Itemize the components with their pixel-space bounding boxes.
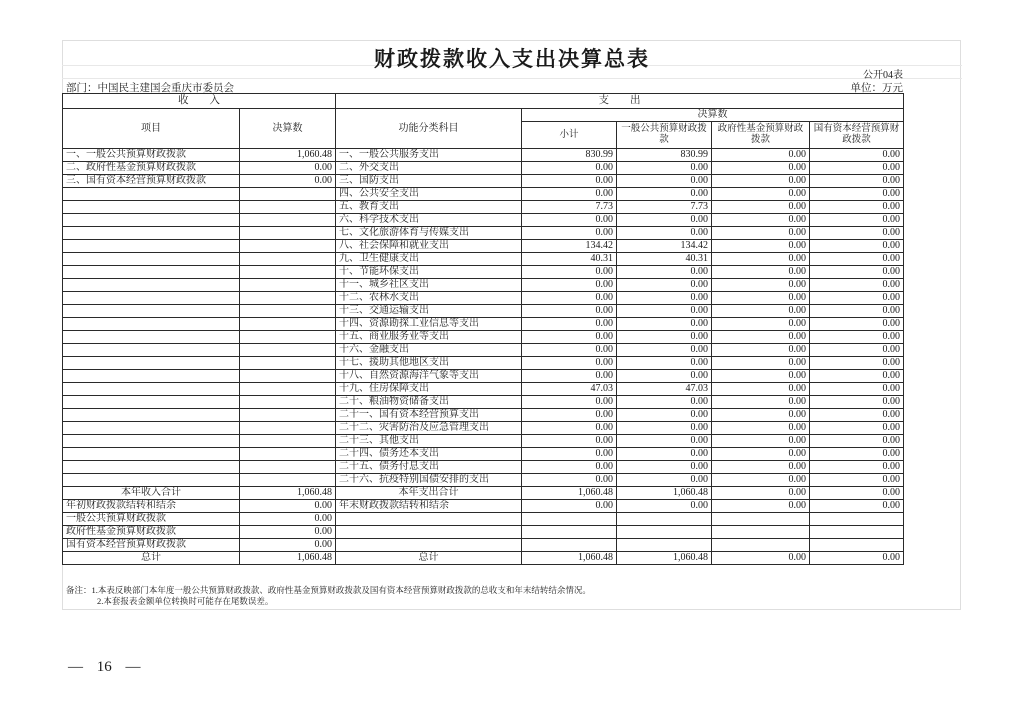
income-value-cell: 0.00 bbox=[240, 500, 336, 513]
expense-subtotal-cell: 0.00 bbox=[522, 279, 617, 292]
expense-gov-fund-cell: 0.00 bbox=[712, 383, 810, 396]
expense-subtotal-cell: 134.42 bbox=[522, 240, 617, 253]
income-item-cell bbox=[63, 279, 240, 292]
income-value-cell bbox=[240, 383, 336, 396]
expense-subtotal-cell: 0.00 bbox=[522, 500, 617, 513]
table-row bbox=[63, 149, 904, 162]
header-subtotal: 小计 bbox=[522, 122, 617, 149]
table-row bbox=[63, 513, 904, 526]
income-value-cell bbox=[240, 331, 336, 344]
income-value-cell bbox=[240, 240, 336, 253]
expense-item-cell: 二十六、抗疫特别国债安排的支出 bbox=[336, 474, 522, 487]
table-row bbox=[63, 526, 904, 539]
table-row bbox=[63, 383, 904, 396]
expense-state-capital-cell: 0.00 bbox=[810, 214, 904, 227]
income-value-cell bbox=[240, 279, 336, 292]
income-value-cell: 0.00 bbox=[240, 175, 336, 188]
expense-gov-fund-cell: 0.00 bbox=[712, 305, 810, 318]
expense-subtotal-cell: 40.31 bbox=[522, 253, 617, 266]
expense-general-budget-cell: 0.00 bbox=[617, 266, 712, 279]
income-value-cell bbox=[240, 227, 336, 240]
expense-item-cell: 总计 bbox=[336, 552, 522, 565]
expense-subtotal-cell bbox=[522, 539, 617, 552]
income-item-cell bbox=[63, 331, 240, 344]
expense-state-capital-cell: 0.00 bbox=[810, 487, 904, 500]
income-item-cell bbox=[63, 240, 240, 253]
expense-gov-fund-cell: 0.00 bbox=[712, 409, 810, 422]
expense-general-budget-cell: 0.00 bbox=[617, 227, 712, 240]
income-item-cell bbox=[63, 292, 240, 305]
expense-state-capital-cell: 0.00 bbox=[810, 292, 904, 305]
expense-gov-fund-cell: 0.00 bbox=[712, 227, 810, 240]
expense-general-budget-cell: 0.00 bbox=[617, 175, 712, 188]
table-row bbox=[63, 214, 904, 227]
income-item-cell bbox=[63, 227, 240, 240]
header-amount-group: 决算数 bbox=[522, 109, 904, 122]
expense-state-capital-cell: 0.00 bbox=[810, 331, 904, 344]
table-row bbox=[63, 266, 904, 279]
income-value-cell bbox=[240, 396, 336, 409]
expense-state-capital-cell: 0.00 bbox=[810, 357, 904, 370]
footnotes bbox=[66, 585, 591, 607]
income-value-cell bbox=[240, 344, 336, 357]
expense-gov-fund-cell: 0.00 bbox=[712, 344, 810, 357]
table-body bbox=[63, 149, 904, 565]
department-label: 部门：中国民主建国会重庆市委员会 bbox=[66, 83, 234, 94]
expense-state-capital-cell: 0.00 bbox=[810, 396, 904, 409]
expense-subtotal-cell: 47.03 bbox=[522, 383, 617, 396]
expense-state-capital-cell: 0.00 bbox=[810, 422, 904, 435]
header-general-budget: 一般公共预算财政拨款 bbox=[617, 122, 712, 149]
income-value-cell bbox=[240, 214, 336, 227]
expense-gov-fund-cell: 0.00 bbox=[712, 500, 810, 513]
header-function-subject: 功能分类科目 bbox=[336, 109, 522, 149]
income-value-cell: 0.00 bbox=[240, 526, 336, 539]
expense-gov-fund-cell: 0.00 bbox=[712, 474, 810, 487]
expense-general-budget-cell: 7.73 bbox=[617, 201, 712, 214]
expense-subtotal-cell: 1,060.48 bbox=[522, 552, 617, 565]
income-value-cell bbox=[240, 422, 336, 435]
fiscal-summary-table bbox=[62, 93, 904, 565]
table-row bbox=[63, 500, 904, 513]
expense-subtotal-cell: 0.00 bbox=[522, 331, 617, 344]
expense-state-capital-cell: 0.00 bbox=[810, 227, 904, 240]
income-item-cell bbox=[63, 266, 240, 279]
expense-state-capital-cell: 0.00 bbox=[810, 383, 904, 396]
expense-gov-fund-cell: 0.00 bbox=[712, 292, 810, 305]
income-item-cell bbox=[63, 422, 240, 435]
income-item-cell: 年初财政拨款结转和结余 bbox=[63, 500, 240, 513]
expense-item-cell: 十、节能环保支出 bbox=[336, 266, 522, 279]
expense-state-capital-cell: 0.00 bbox=[810, 162, 904, 175]
expense-general-budget-cell: 0.00 bbox=[617, 448, 712, 461]
income-value-cell bbox=[240, 188, 336, 201]
table-row bbox=[63, 201, 904, 214]
table-row bbox=[63, 253, 904, 266]
expense-item-cell: 二、外交支出 bbox=[336, 162, 522, 175]
expense-gov-fund-cell: 0.00 bbox=[712, 357, 810, 370]
table-row bbox=[63, 292, 904, 305]
income-value-cell bbox=[240, 474, 336, 487]
header-gov-fund: 政府性基金预算财政拨款 bbox=[712, 122, 810, 149]
expense-state-capital-cell: 0.00 bbox=[810, 474, 904, 487]
expense-gov-fund-cell bbox=[712, 513, 810, 526]
footnote-2: 2.本套报表金额单位转换时可能存在尾数误差。 bbox=[97, 596, 274, 606]
expense-item-cell: 二十一、国有资本经营预算支出 bbox=[336, 409, 522, 422]
income-item-cell: 二、政府性基金预算财政拨款 bbox=[63, 162, 240, 175]
expense-general-budget-cell: 0.00 bbox=[617, 500, 712, 513]
expense-item-cell: 十六、金融支出 bbox=[336, 344, 522, 357]
expense-item-cell: 三、国防支出 bbox=[336, 175, 522, 188]
expense-gov-fund-cell: 0.00 bbox=[712, 448, 810, 461]
table-header bbox=[63, 94, 904, 149]
unit-label: 单位：万元 bbox=[850, 83, 903, 94]
expense-general-budget-cell bbox=[617, 539, 712, 552]
expense-general-budget-cell: 0.00 bbox=[617, 318, 712, 331]
expense-general-budget-cell: 830.99 bbox=[617, 149, 712, 162]
expense-item-cell bbox=[336, 513, 522, 526]
expense-general-budget-cell: 0.00 bbox=[617, 344, 712, 357]
expense-item-cell: 二十三、其他支出 bbox=[336, 435, 522, 448]
expense-item-cell: 十八、自然资源海洋气象等支出 bbox=[336, 370, 522, 383]
expense-subtotal-cell: 0.00 bbox=[522, 318, 617, 331]
table-row bbox=[63, 422, 904, 435]
expense-subtotal-cell: 0.00 bbox=[522, 357, 617, 370]
table-row bbox=[63, 162, 904, 175]
expense-general-budget-cell: 0.00 bbox=[617, 435, 712, 448]
expense-general-budget-cell: 0.00 bbox=[617, 396, 712, 409]
income-value-cell: 1,060.48 bbox=[240, 552, 336, 565]
expense-state-capital-cell: 0.00 bbox=[810, 409, 904, 422]
expense-state-capital-cell bbox=[810, 513, 904, 526]
expense-subtotal-cell: 0.00 bbox=[522, 162, 617, 175]
expense-subtotal-cell: 0.00 bbox=[522, 422, 617, 435]
expense-general-budget-cell: 0.00 bbox=[617, 422, 712, 435]
expense-gov-fund-cell: 0.00 bbox=[712, 149, 810, 162]
table-row bbox=[63, 448, 904, 461]
expense-item-cell: 九、卫生健康支出 bbox=[336, 253, 522, 266]
table-row bbox=[63, 409, 904, 422]
expense-subtotal-cell: 0.00 bbox=[522, 344, 617, 357]
expense-subtotal-cell: 0.00 bbox=[522, 266, 617, 279]
table-row bbox=[63, 344, 904, 357]
expense-item-cell: 十三、交通运输支出 bbox=[336, 305, 522, 318]
table-row bbox=[63, 240, 904, 253]
income-value-cell bbox=[240, 370, 336, 383]
income-item-cell bbox=[63, 396, 240, 409]
income-value-cell bbox=[240, 357, 336, 370]
expense-subtotal-cell: 0.00 bbox=[522, 409, 617, 422]
expense-item-cell: 一、一般公共服务支出 bbox=[336, 149, 522, 162]
table-row bbox=[63, 539, 904, 552]
expense-general-budget-cell: 0.00 bbox=[617, 461, 712, 474]
expense-state-capital-cell: 0.00 bbox=[810, 370, 904, 383]
expense-subtotal-cell: 0.00 bbox=[522, 175, 617, 188]
expense-state-capital-cell: 0.00 bbox=[810, 552, 904, 565]
expense-gov-fund-cell: 0.00 bbox=[712, 487, 810, 500]
income-item-cell bbox=[63, 201, 240, 214]
expense-subtotal-cell bbox=[522, 513, 617, 526]
income-item-cell: 国有资本经营预算财政拨款 bbox=[63, 539, 240, 552]
expense-item-cell: 本年支出合计 bbox=[336, 487, 522, 500]
income-value-cell bbox=[240, 201, 336, 214]
expense-item-cell bbox=[336, 539, 522, 552]
income-value-cell: 1,060.48 bbox=[240, 487, 336, 500]
expense-general-budget-cell: 0.00 bbox=[617, 162, 712, 175]
income-value-cell: 0.00 bbox=[240, 162, 336, 175]
expense-state-capital-cell: 0.00 bbox=[810, 500, 904, 513]
table-row bbox=[63, 552, 904, 565]
expense-general-budget-cell: 47.03 bbox=[617, 383, 712, 396]
income-item-cell: 本年收入合计 bbox=[63, 487, 240, 500]
expense-state-capital-cell: 0.00 bbox=[810, 201, 904, 214]
expense-item-cell: 十九、住房保障支出 bbox=[336, 383, 522, 396]
expense-gov-fund-cell: 0.00 bbox=[712, 188, 810, 201]
expense-general-budget-cell: 0.00 bbox=[617, 331, 712, 344]
expense-state-capital-cell: 0.00 bbox=[810, 279, 904, 292]
expense-subtotal-cell: 0.00 bbox=[522, 214, 617, 227]
expense-gov-fund-cell: 0.00 bbox=[712, 318, 810, 331]
income-value-cell bbox=[240, 266, 336, 279]
income-item-cell bbox=[63, 188, 240, 201]
income-value-cell: 1,060.48 bbox=[240, 149, 336, 162]
income-value-cell: 0.00 bbox=[240, 513, 336, 526]
footnote-1: 备注：1.本表反映部门本年度一般公共预算财政拨款、政府性基金预算财政拨款及国有资本经营预算财政拨款的总收支和年末结转结余情况。 bbox=[66, 585, 591, 595]
expense-general-budget-cell: 1,060.48 bbox=[617, 552, 712, 565]
expense-gov-fund-cell: 0.00 bbox=[712, 552, 810, 565]
income-item-cell bbox=[63, 214, 240, 227]
expense-item-cell: 二十、粮油物资储备支出 bbox=[336, 396, 522, 409]
header-state-capital: 国有资本经营预算财政拨款 bbox=[810, 122, 904, 149]
expense-gov-fund-cell: 0.00 bbox=[712, 266, 810, 279]
expense-subtotal-cell: 0.00 bbox=[522, 305, 617, 318]
expense-state-capital-cell: 0.00 bbox=[810, 318, 904, 331]
expense-subtotal-cell: 0.00 bbox=[522, 396, 617, 409]
expense-item-cell: 四、公共安全支出 bbox=[336, 188, 522, 201]
expense-gov-fund-cell bbox=[712, 526, 810, 539]
expense-subtotal-cell bbox=[522, 526, 617, 539]
table-row bbox=[63, 357, 904, 370]
table-row bbox=[63, 474, 904, 487]
expense-state-capital-cell: 0.00 bbox=[810, 188, 904, 201]
income-item-cell: 总计 bbox=[63, 552, 240, 565]
income-value-cell bbox=[240, 448, 336, 461]
income-item-cell bbox=[63, 357, 240, 370]
table-row bbox=[63, 227, 904, 240]
page-title: 财政拨款收入支出决算总表 bbox=[374, 47, 650, 71]
expense-state-capital-cell: 0.00 bbox=[810, 344, 904, 357]
income-item-cell bbox=[63, 448, 240, 461]
table-row bbox=[63, 487, 904, 500]
table-row bbox=[63, 461, 904, 474]
expense-subtotal-cell: 830.99 bbox=[522, 149, 617, 162]
expense-general-budget-cell: 0.00 bbox=[617, 214, 712, 227]
expense-state-capital-cell: 0.00 bbox=[810, 253, 904, 266]
expense-item-cell: 二十五、债务付息支出 bbox=[336, 461, 522, 474]
income-value-cell: 0.00 bbox=[240, 539, 336, 552]
income-value-cell bbox=[240, 435, 336, 448]
income-item-cell bbox=[63, 305, 240, 318]
income-item-cell: 一、一般公共预算财政拨款 bbox=[63, 149, 240, 162]
expense-general-budget-cell: 0.00 bbox=[617, 305, 712, 318]
expense-state-capital-cell: 0.00 bbox=[810, 149, 904, 162]
table-row bbox=[63, 331, 904, 344]
table-row bbox=[63, 188, 904, 201]
header-income-group: 收 入 bbox=[63, 94, 336, 109]
expense-subtotal-cell: 0.00 bbox=[522, 448, 617, 461]
income-item-cell bbox=[63, 383, 240, 396]
expense-state-capital-cell: 0.00 bbox=[810, 175, 904, 188]
expense-gov-fund-cell: 0.00 bbox=[712, 331, 810, 344]
expense-item-cell: 十四、资源勘探工业信息等支出 bbox=[336, 318, 522, 331]
income-item-cell: 三、国有资本经营预算财政拨款 bbox=[63, 175, 240, 188]
expense-state-capital-cell: 0.00 bbox=[810, 266, 904, 279]
expense-gov-fund-cell: 0.00 bbox=[712, 175, 810, 188]
expense-state-capital-cell: 0.00 bbox=[810, 305, 904, 318]
expense-subtotal-cell: 0.00 bbox=[522, 435, 617, 448]
expense-general-budget-cell: 0.00 bbox=[617, 188, 712, 201]
header-expense-group: 支 出 bbox=[336, 94, 904, 109]
expense-state-capital-cell: 0.00 bbox=[810, 435, 904, 448]
expense-item-cell bbox=[336, 526, 522, 539]
expense-general-budget-cell: 1,060.48 bbox=[617, 487, 712, 500]
table-row bbox=[63, 279, 904, 292]
table-row bbox=[63, 370, 904, 383]
expense-item-cell: 十一、城乡社区支出 bbox=[336, 279, 522, 292]
expense-gov-fund-cell: 0.00 bbox=[712, 162, 810, 175]
expense-subtotal-cell: 1,060.48 bbox=[522, 487, 617, 500]
expense-gov-fund-cell: 0.00 bbox=[712, 396, 810, 409]
header-group-row bbox=[63, 94, 904, 109]
expense-item-cell: 五、教育支出 bbox=[336, 201, 522, 214]
expense-item-cell: 二十四、债务还本支出 bbox=[336, 448, 522, 461]
page-number: — 16 — bbox=[68, 659, 141, 675]
header-income-amount: 决算数 bbox=[240, 109, 336, 149]
expense-general-budget-cell: 0.00 bbox=[617, 409, 712, 422]
expense-state-capital-cell bbox=[810, 539, 904, 552]
expense-general-budget-cell: 40.31 bbox=[617, 253, 712, 266]
header-item: 项目 bbox=[63, 109, 240, 149]
table-row bbox=[63, 175, 904, 188]
income-item-cell: 一般公共预算财政拨款 bbox=[63, 513, 240, 526]
expense-subtotal-cell: 0.00 bbox=[522, 370, 617, 383]
expense-item-cell: 十二、农林水支出 bbox=[336, 292, 522, 305]
income-value-cell bbox=[240, 461, 336, 474]
expense-gov-fund-cell bbox=[712, 539, 810, 552]
expense-item-cell: 八、社会保障和就业支出 bbox=[336, 240, 522, 253]
expense-subtotal-cell: 0.00 bbox=[522, 292, 617, 305]
table-row bbox=[63, 396, 904, 409]
table-row bbox=[63, 305, 904, 318]
expense-subtotal-cell: 0.00 bbox=[522, 227, 617, 240]
income-value-cell bbox=[240, 305, 336, 318]
income-item-cell bbox=[63, 474, 240, 487]
income-item-cell bbox=[63, 344, 240, 357]
expense-item-cell: 十五、商业服务业等支出 bbox=[336, 331, 522, 344]
expense-gov-fund-cell: 0.00 bbox=[712, 201, 810, 214]
income-item-cell: 政府性基金预算财政拨款 bbox=[63, 526, 240, 539]
expense-general-budget-cell: 134.42 bbox=[617, 240, 712, 253]
table-row bbox=[63, 318, 904, 331]
expense-gov-fund-cell: 0.00 bbox=[712, 214, 810, 227]
expense-gov-fund-cell: 0.00 bbox=[712, 370, 810, 383]
expense-state-capital-cell: 0.00 bbox=[810, 461, 904, 474]
expense-general-budget-cell: 0.00 bbox=[617, 279, 712, 292]
expense-item-cell: 七、文化旅游体育与传媒支出 bbox=[336, 227, 522, 240]
expense-gov-fund-cell: 0.00 bbox=[712, 253, 810, 266]
expense-item-cell: 十七、援助其他地区支出 bbox=[336, 357, 522, 370]
expense-item-cell: 二十二、灾害防治及应急管理支出 bbox=[336, 422, 522, 435]
expense-general-budget-cell bbox=[617, 513, 712, 526]
income-item-cell bbox=[63, 409, 240, 422]
expense-state-capital-cell: 0.00 bbox=[810, 240, 904, 253]
expense-general-budget-cell bbox=[617, 526, 712, 539]
table-row bbox=[63, 435, 904, 448]
expense-general-budget-cell: 0.00 bbox=[617, 474, 712, 487]
expense-subtotal-cell: 0.00 bbox=[522, 188, 617, 201]
expense-gov-fund-cell: 0.00 bbox=[712, 435, 810, 448]
expense-subtotal-cell: 0.00 bbox=[522, 474, 617, 487]
expense-general-budget-cell: 0.00 bbox=[617, 292, 712, 305]
expense-gov-fund-cell: 0.00 bbox=[712, 461, 810, 474]
income-item-cell bbox=[63, 318, 240, 331]
expense-gov-fund-cell: 0.00 bbox=[712, 279, 810, 292]
income-value-cell bbox=[240, 409, 336, 422]
expense-item-cell: 六、科学技术支出 bbox=[336, 214, 522, 227]
header-row bbox=[63, 109, 904, 122]
expense-gov-fund-cell: 0.00 bbox=[712, 240, 810, 253]
expense-gov-fund-cell: 0.00 bbox=[712, 422, 810, 435]
expense-subtotal-cell: 7.73 bbox=[522, 201, 617, 214]
income-value-cell bbox=[240, 318, 336, 331]
table-code: 公开04表 bbox=[863, 70, 903, 81]
income-item-cell bbox=[63, 370, 240, 383]
income-value-cell bbox=[240, 292, 336, 305]
income-item-cell bbox=[63, 435, 240, 448]
expense-item-cell: 年末财政拨款结转和结余 bbox=[336, 500, 522, 513]
expense-state-capital-cell: 0.00 bbox=[810, 448, 904, 461]
expense-general-budget-cell: 0.00 bbox=[617, 370, 712, 383]
expense-subtotal-cell: 0.00 bbox=[522, 461, 617, 474]
expense-state-capital-cell bbox=[810, 526, 904, 539]
expense-general-budget-cell: 0.00 bbox=[617, 357, 712, 370]
income-item-cell bbox=[63, 461, 240, 474]
income-value-cell bbox=[240, 253, 336, 266]
income-item-cell bbox=[63, 253, 240, 266]
